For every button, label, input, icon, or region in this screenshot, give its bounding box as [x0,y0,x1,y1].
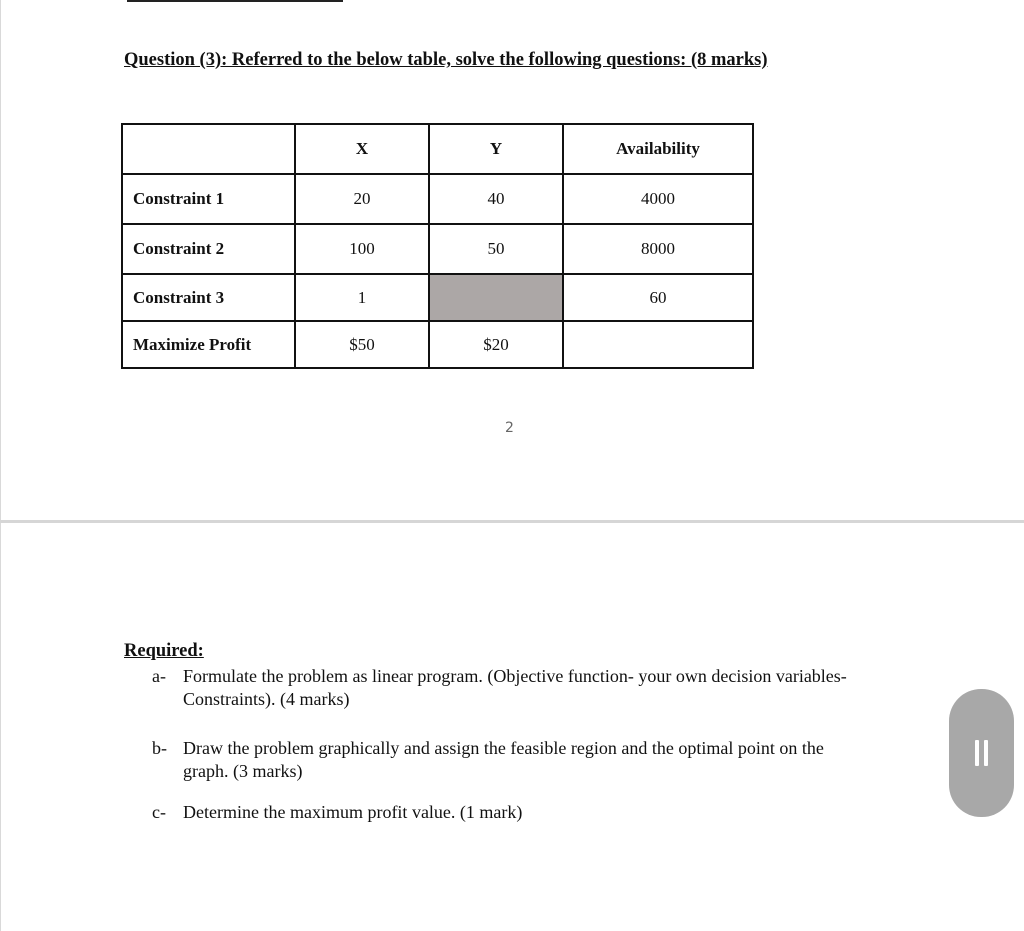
constraint-table [121,123,754,369]
top-rule [127,0,343,2]
cell-availability [563,321,753,368]
page-number: 2 [505,420,514,436]
row-label: Constraint 1 [122,174,295,224]
table-row [122,274,753,321]
required-heading: Required: [124,641,204,661]
item-text: Draw the problem graphically and assign the feasible region and the optimal point on the graph. (3 marks) [183,738,824,781]
scroll-handle[interactable] [949,689,1014,817]
cell-availability: 8000 [563,224,753,274]
row-label: Maximize Profit [122,321,295,368]
row-label: Constraint 3 [122,274,295,321]
header-cell-y: Y [429,124,563,174]
cell-availability: 4000 [563,174,753,224]
cell-x: 1 [295,274,429,321]
header-cell-x: X [295,124,429,174]
header-cell-availability: Availability [563,124,753,174]
table-row [122,321,753,368]
table-row [122,224,753,274]
header-cell-empty [122,124,295,174]
item-marker: b- [152,738,167,758]
cell-y: 40 [429,174,563,224]
table-header-row [122,124,753,174]
shaded-cell-y [429,274,563,321]
pause-bars-icon [984,740,988,766]
cell-y: $20 [429,321,563,368]
page-2 [0,523,1024,931]
cell-x: 100 [295,224,429,274]
cell-y: 50 [429,224,563,274]
cell-x: $50 [295,321,429,368]
item-text: Formulate the problem as linear program. (Objective function- your own decision variables- Constraints). (4 marks) [183,666,847,709]
cell-availability: 60 [563,274,753,321]
table-row [122,174,753,224]
item-marker: c- [152,802,166,822]
item-text: Determine the maximum profit value. (1 mark) [183,802,523,822]
pause-bars-icon [975,740,979,766]
cell-x: 20 [295,174,429,224]
question-title: Question (3): Referred to the below table, solve the following questions: (8 marks) [124,50,768,70]
item-marker: a- [152,666,166,686]
row-label: Constraint 2 [122,224,295,274]
